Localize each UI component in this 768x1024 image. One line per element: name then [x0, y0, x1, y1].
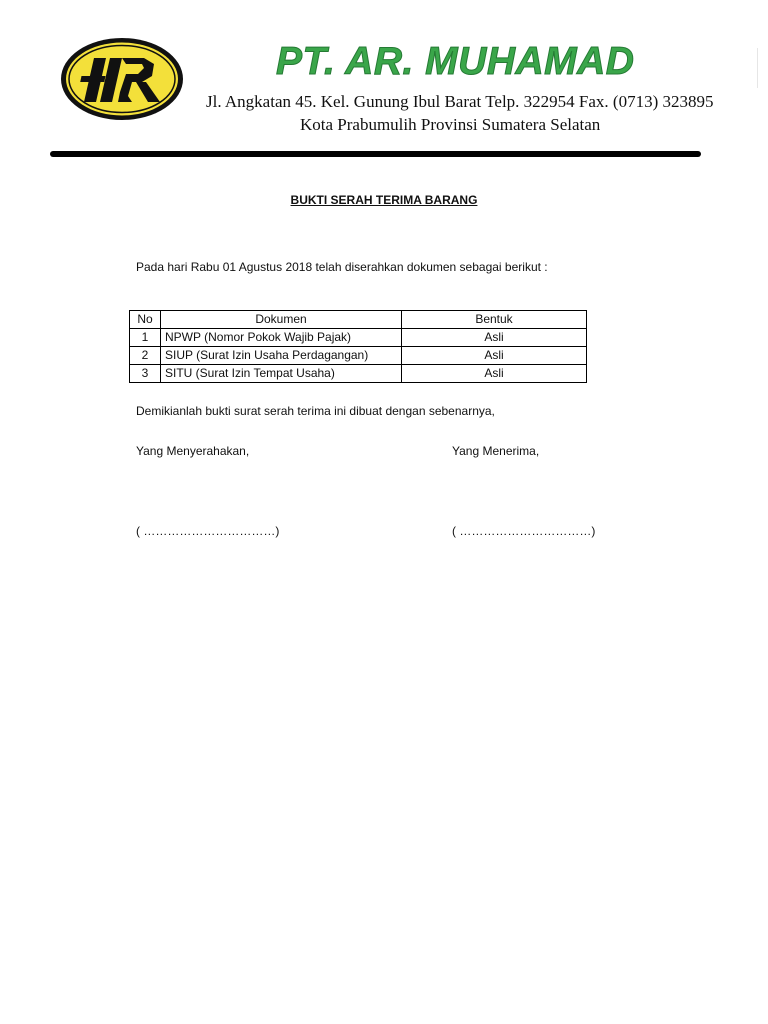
cell-no: 3 — [130, 365, 161, 383]
receiver-signature-line: ( ……………………………) — [452, 524, 596, 538]
table-row — [130, 365, 587, 383]
page-edge-mark — [757, 48, 768, 88]
column-header-no: No — [130, 311, 161, 329]
table-header-row — [130, 311, 587, 329]
cell-no: 2 — [130, 347, 161, 365]
cell-bentuk: Asli — [402, 365, 587, 383]
receiver-label: Yang Menerima, — [452, 444, 540, 458]
cell-dokumen: SITU (Surat Izin Tempat Usaha) — [161, 365, 402, 383]
document-title: BUKTI SERAH TERIMA BARANG — [290, 193, 478, 207]
company-name: PT. AR. MUHAMAD — [276, 40, 635, 83]
company-address: Jl. Angkatan 45. Kel. Gunung Ibul Barat Telp. 322954 Fax. (0713) 323895 — [206, 92, 714, 111]
table-row — [130, 347, 587, 365]
giver-label: Yang Menyerahakan, — [136, 444, 250, 458]
cell-bentuk: Asli — [402, 329, 587, 347]
table-row — [130, 329, 587, 347]
intro-paragraph: Pada hari Rabu 01 Agustus 2018 telah diserahkan dokumen sebagai berikut : — [136, 260, 548, 274]
cell-bentuk: Asli — [402, 347, 587, 365]
document-table — [129, 310, 587, 383]
closing-statement: Demikianlah bukti surat serah terima ini dibuat dengan sebenarnya, — [136, 404, 495, 418]
column-header-bentuk: Bentuk — [402, 311, 587, 329]
cell-no: 1 — [130, 329, 161, 347]
giver-signature-line: ( ……………………………) — [136, 524, 280, 538]
header-divider — [50, 151, 701, 157]
company-city: Kota Prabumulih Provinsi Sumatera Selatan — [300, 115, 601, 134]
cell-dokumen: SIUP (Surat Izin Usaha Perdagangan) — [161, 347, 402, 365]
cell-dokumen: NPWP (Nomor Pokok Wajib Pajak) — [161, 329, 402, 347]
column-header-dokumen: Dokumen — [161, 311, 402, 329]
